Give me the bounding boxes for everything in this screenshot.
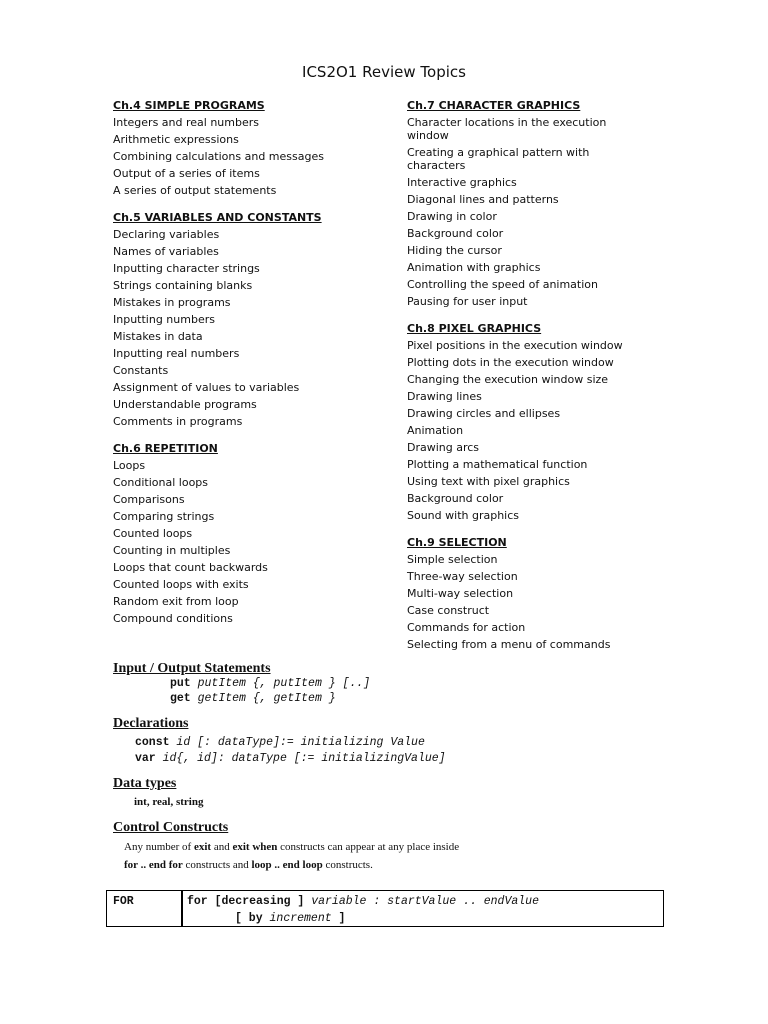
topic-item: Pixel positions in the execution window [407,339,623,352]
section-heading: Ch.9 SELECTION [407,536,507,549]
topic-item: Multi-way selection [407,587,514,600]
topic-item: Commands for action [407,621,526,634]
for-syntax-line-1 [187,895,539,908]
section-heading: Ch.7 CHARACTER GRAPHICS [407,99,581,112]
topic-item: Animation [407,424,464,437]
topic-item: Counting in multiples [113,544,231,557]
const-statement [135,736,425,749]
topic-item: Declaring variables [113,228,220,241]
data-types-list: int, real, string [134,796,204,808]
topic-item: Counted loops with exits [113,578,249,591]
topic-item: Background color [407,227,504,240]
control-text-line-1 [124,841,459,853]
get-statement [170,692,336,705]
topic-item: Compound conditions [113,612,233,625]
topic-item: Character locations in the execution window [407,116,607,142]
topic-item: Counted loops [113,527,193,540]
left-topic-column [113,97,383,627]
topic-item: Plotting a mathematical function [407,458,588,471]
topic-item: Controlling the speed of animation [407,278,598,291]
topic-item: Selecting from a menu of commands [407,638,611,651]
right-topic-column [407,97,637,653]
by-keyword: [ by [235,912,263,925]
topic-item: Assignment of values to variables [113,381,300,394]
topic-item: Background color [407,492,504,505]
text-fragment: constructs and [182,859,252,871]
declarations-heading: Declarations [113,716,189,731]
exit-keyword: exit [193,841,212,853]
topic-item: Simple selection [407,553,498,566]
io-heading: Input / Output Statements [113,661,271,676]
topic-item: Loops that count backwards [113,561,268,574]
section-heading: Ch.4 SIMPLE PROGRAMS [113,99,265,112]
increment-syntax: increment [262,912,332,925]
topic-item: Drawing circles and ellipses [407,407,561,420]
put-statement [170,677,370,690]
topic-item: Changing the execution window size [407,373,609,386]
data-types-heading: Data types [113,776,177,791]
topic-item: Arithmetic expressions [113,133,239,146]
topic-item: A series of output statements [113,184,277,197]
topic-item: Using text with pixel graphics [407,475,570,488]
topic-item: Diagonal lines and patterns [407,193,559,206]
topic-item: Animation with graphics [407,261,541,274]
table-divider [181,891,183,926]
section-heading: Ch.8 PIXEL GRAPHICS [407,322,542,335]
topic-item: Drawing arcs [407,441,480,454]
topic-item: Understandable programs [113,398,257,411]
section-heading: Ch.6 REPETITION [113,442,218,455]
page-title: ICS2O1 Review Topics [302,63,466,81]
control-constructs-heading: Control Constructs [113,820,229,835]
topic-item: Strings containing blanks [113,279,253,292]
topic-item: Case construct [407,604,490,617]
for-label: FOR [113,895,134,908]
text-fragment: constructs can appear at any place inside [277,841,460,853]
topic-item: Drawing lines [407,390,482,403]
control-text-line-2 [124,859,373,871]
var-keyword: var [135,752,156,765]
for-range-syntax: variable : startValue .. endValue [304,895,539,908]
topic-item: Mistakes in data [113,330,203,343]
topic-item: Comparisons [113,493,185,506]
topic-item: Integers and real numbers [113,116,259,129]
topic-item: Interactive graphics [407,176,517,189]
topic-item: Hiding the cursor [407,244,502,257]
exit-when-keyword: exit when [232,841,278,853]
topic-item: Random exit from loop [113,595,239,608]
closing-bracket: ] [331,912,346,925]
topic-item: Inputting character strings [113,262,260,275]
topic-item: Combining calculations and messages [113,150,324,163]
for-syntax-table [106,890,664,927]
topic-item: Inputting real numbers [113,347,240,360]
const-keyword: const [135,736,170,749]
const-syntax: id [: dataType]:= initializing Value [169,736,425,749]
loop-end-loop-keyword: loop .. end loop [251,859,323,871]
text-fragment: Any number of [124,841,194,853]
get-syntax: getItem {, getItem } [190,692,336,705]
topic-item: Pausing for user input [407,295,528,308]
var-syntax: id{, id]: dataType [:= initializingValue] [155,752,446,765]
var-statement [135,752,446,765]
section-heading: Ch.5 VARIABLES AND CONSTANTS [113,211,322,224]
topic-item: Three-way selection [407,570,518,583]
topic-item: Sound with graphics [407,509,520,522]
put-keyword: put [170,677,191,690]
topic-item: Creating a graphical pattern with characters [407,146,590,172]
topic-item: Inputting numbers [113,313,215,326]
for-keyword: for [decreasing ] [187,895,305,908]
text-fragment: constructs. [322,859,373,871]
topic-item: Comparing strings [113,510,215,523]
get-keyword: get [170,692,191,705]
put-syntax: putItem {, putItem } [..] [190,677,371,690]
topic-item: Plotting dots in the execution window [407,356,614,369]
for-syntax-line-2 [235,912,345,925]
topic-item: Conditional loops [113,476,209,489]
topic-item: Output of a series of items [113,167,260,180]
topic-item: Comments in programs [113,415,243,428]
topic-item: Names of variables [113,245,219,258]
for-end-for-keyword: for .. end for [124,859,183,871]
topic-item: Mistakes in programs [113,296,231,309]
topic-item: Constants [113,364,169,377]
topic-item: Loops [113,459,146,472]
text-fragment: and [211,841,233,853]
topic-item: Drawing in color [407,210,497,223]
